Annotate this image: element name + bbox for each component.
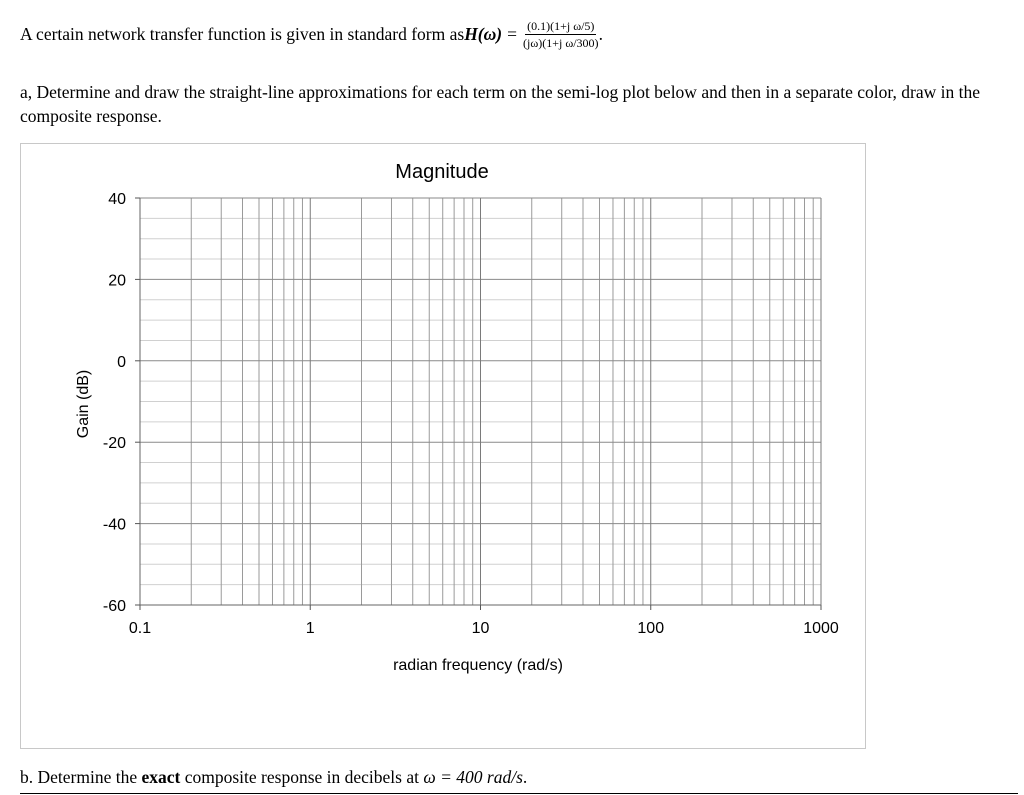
part-b-math: ω = 400 rad/s <box>423 767 523 787</box>
y-tick-label: -20 <box>102 435 126 453</box>
y-tick-label: 0 <box>117 353 126 371</box>
chart-container <box>20 143 866 749</box>
part-b-end: . <box>522 767 528 787</box>
chart-title: Magnitude <box>395 161 489 183</box>
x-axis-label: radian frequency (rad/s) <box>393 657 563 674</box>
magnitude-chart <box>21 144 865 748</box>
part-b-question <box>20 767 527 788</box>
transfer-function-symbol: H(ω) <box>464 24 503 44</box>
intro-text: A certain network transfer function is given in standard form as <box>20 24 465 44</box>
transfer-function-fraction <box>523 20 599 49</box>
part-b-middle: composite response in decibels at <box>180 767 424 787</box>
y-tick-label: -60 <box>102 598 126 615</box>
y-axis-label: Gain (dB) <box>75 369 92 439</box>
x-tick-label: 100 <box>637 620 665 637</box>
part-a-question: a, Determine and draw the straight-line approximations for each term on the semi-log plot below and then in a separate color, draw in the composite response. <box>20 82 981 126</box>
y-tick-label: -40 <box>102 516 126 534</box>
question-intro <box>20 20 603 49</box>
x-tick-label: 1000 <box>803 620 839 637</box>
x-tick-label: 0.1 <box>128 620 152 637</box>
y-tick-label: 40 <box>108 191 126 208</box>
bottom-rule <box>20 793 1018 794</box>
equals-sign: = <box>507 24 517 44</box>
x-tick-label: 1 <box>305 620 315 637</box>
part-b-prefix: b. Determine the <box>20 767 142 787</box>
x-tick-label: 10 <box>471 620 490 637</box>
fraction-numerator: (0.1)(1+j ω/5) <box>527 19 595 33</box>
fraction-denominator: (jω)(1+j ω/300) <box>523 36 599 50</box>
intro-period: . <box>598 24 603 44</box>
y-tick-label: 20 <box>108 272 126 290</box>
part-b-bold: exact <box>141 767 181 787</box>
